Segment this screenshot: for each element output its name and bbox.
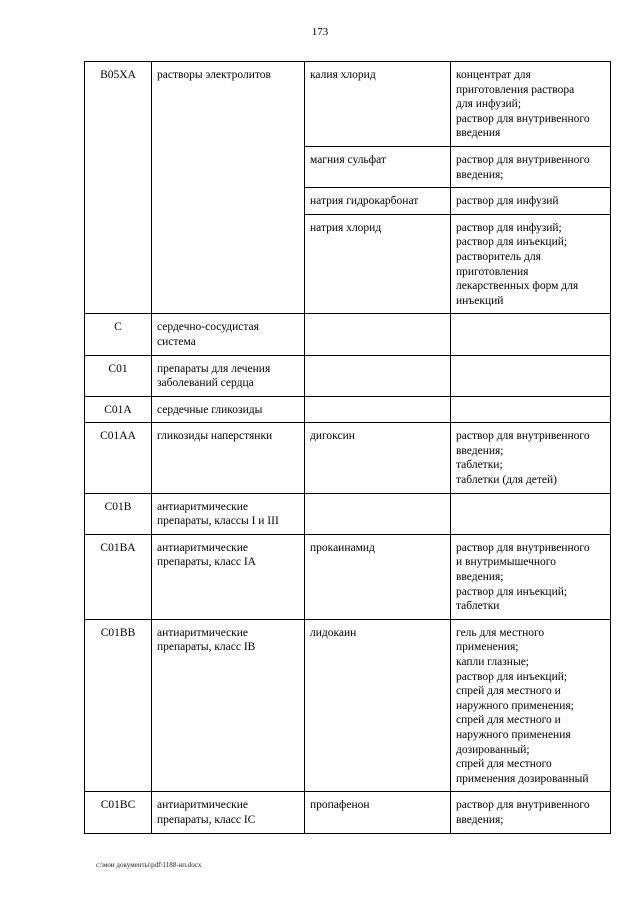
dosage-form-line: раствор для инъекций; (456, 670, 568, 683)
dosage-form-line: таблетки (456, 600, 500, 613)
atc-code-cell: C01BC (85, 792, 152, 833)
dosage-form-line: для инфузий; (456, 98, 522, 111)
dosage-forms-cell (451, 792, 611, 833)
dosage-forms-cell (451, 146, 611, 187)
dosage-forms-cell (451, 188, 611, 215)
dosage-forms-cell (451, 619, 611, 792)
dosage-form-line: введения; (456, 571, 504, 584)
anatomical-therapeutic-group-cell: антиаритмические препараты, класс IC (152, 792, 305, 833)
anatomical-therapeutic-group-cell: гликозиды наперстянки (152, 423, 305, 493)
table-row (85, 493, 611, 534)
dosage-form-line: введения; (456, 444, 504, 457)
drug-name-cell: магния сульфат (305, 146, 451, 187)
table-row (85, 355, 611, 396)
table-row (85, 396, 611, 423)
table-row (85, 423, 611, 493)
dosage-form-line: спрей для местного (456, 758, 552, 771)
dosage-form-line: наружного применения; (456, 699, 574, 712)
dosage-form-line: таблетки (для детей) (456, 474, 557, 487)
atc-code-cell: C01B (85, 493, 152, 534)
dosage-form-line: введения (456, 127, 501, 140)
dosage-form-line: лекарственных форм для (456, 280, 579, 293)
anatomical-therapeutic-group-cell: антиаритмические препараты, класс IB (152, 619, 305, 792)
dosage-form-line: применения дозированный (456, 772, 589, 785)
table-row (85, 792, 611, 833)
dosage-form-line: введения; (456, 813, 504, 826)
drug-name-cell: пропафенон (305, 792, 451, 833)
dosage-forms-cell (451, 355, 611, 396)
dosage-form-line: спрей для местного и (456, 714, 561, 727)
drug-name-cell: натрия хлорид (305, 214, 451, 314)
anatomical-therapeutic-group-cell: антиаритмические препараты, класс IA (152, 534, 305, 619)
atc-code-cell: B05XA (85, 62, 152, 314)
dosage-forms-cell (451, 62, 611, 147)
atc-code-cell: C01BB (85, 619, 152, 792)
drug-name-cell (305, 314, 451, 355)
table-row (85, 314, 611, 355)
dosage-form-line: спрей для местного и (456, 685, 561, 698)
table-row (85, 534, 611, 619)
footer-file-path: c:\мои документы\pdf\1188-нп.docx (96, 861, 202, 869)
dosage-form-line: раствор для внутривенного (456, 799, 590, 812)
dosage-forms-cell (451, 534, 611, 619)
dosage-form-line: раствор для внутривенного (456, 112, 590, 125)
dosage-form-line: гель для местного (456, 626, 545, 639)
dosage-form-line: дозированный; (456, 743, 530, 756)
drug-table (84, 61, 611, 834)
drug-name-cell (305, 355, 451, 396)
anatomical-therapeutic-group-cell: сердечные гликозиды (152, 396, 305, 423)
drug-name-cell: калия хлорид (305, 62, 451, 147)
dosage-form-line: раствор для инфузий; (456, 221, 562, 234)
atc-code-cell: C (85, 314, 152, 355)
dosage-form-line: раствор для внутривенного (456, 430, 590, 443)
dosage-form-line: введения; (456, 168, 504, 181)
atc-code-cell: C01A (85, 396, 152, 423)
dosage-form-line: раствор для инъекций; (456, 585, 568, 598)
anatomical-therapeutic-group-cell: препараты для лечения заболеваний сердца (152, 355, 305, 396)
dosage-form-line: растворитель для (456, 250, 541, 263)
dosage-form-line: концентрат для (456, 69, 531, 81)
dosage-form-line: и внутримышечного (456, 556, 556, 569)
dosage-form-line: приготовления раствора (456, 83, 575, 96)
table-row (85, 62, 611, 147)
dosage-form-line: раствор для внутривенного (456, 541, 590, 554)
drug-name-cell: дигоксин (305, 423, 451, 493)
drug-name-cell (305, 493, 451, 534)
atc-code-cell: C01AA (85, 423, 152, 493)
dosage-form-line: применения; (456, 641, 519, 654)
anatomical-therapeutic-group-cell: растворы электролитов (152, 62, 305, 314)
dosage-form-line: таблетки; (456, 459, 503, 472)
drug-name-cell: лидокаин (305, 619, 451, 792)
atc-code-cell: C01 (85, 355, 152, 396)
dosage-forms-cell (451, 214, 611, 314)
atc-code-cell: C01BA (85, 534, 152, 619)
dosage-form-line: раствор для инъекций; (456, 236, 568, 249)
dosage-form-line: капли глазные; (456, 656, 529, 668)
anatomical-therapeutic-group-cell: антиаритмические препараты, классы I и III (152, 493, 305, 534)
dosage-form-line: инъекций (456, 294, 504, 307)
table-row (85, 619, 611, 792)
dosage-form-line: раствор для инфузий (456, 195, 559, 208)
dosage-forms-cell (451, 423, 611, 493)
drug-name-cell (305, 396, 451, 423)
drug-name-cell: натрия гидрокарбонат (305, 188, 451, 215)
dosage-forms-cell (451, 314, 611, 355)
page-number: 173 (311, 26, 329, 38)
dosage-form-line: приготовления (456, 265, 529, 278)
dosage-forms-cell (451, 396, 611, 423)
drug-name-cell: прокаинамид (305, 534, 451, 619)
anatomical-therapeutic-group-cell: сердечно-сосудистая система (152, 314, 305, 355)
dosage-form-line: раствор для внутривенного (456, 153, 590, 166)
dosage-form-line: наружного применения (456, 728, 571, 741)
dosage-forms-cell (451, 493, 611, 534)
